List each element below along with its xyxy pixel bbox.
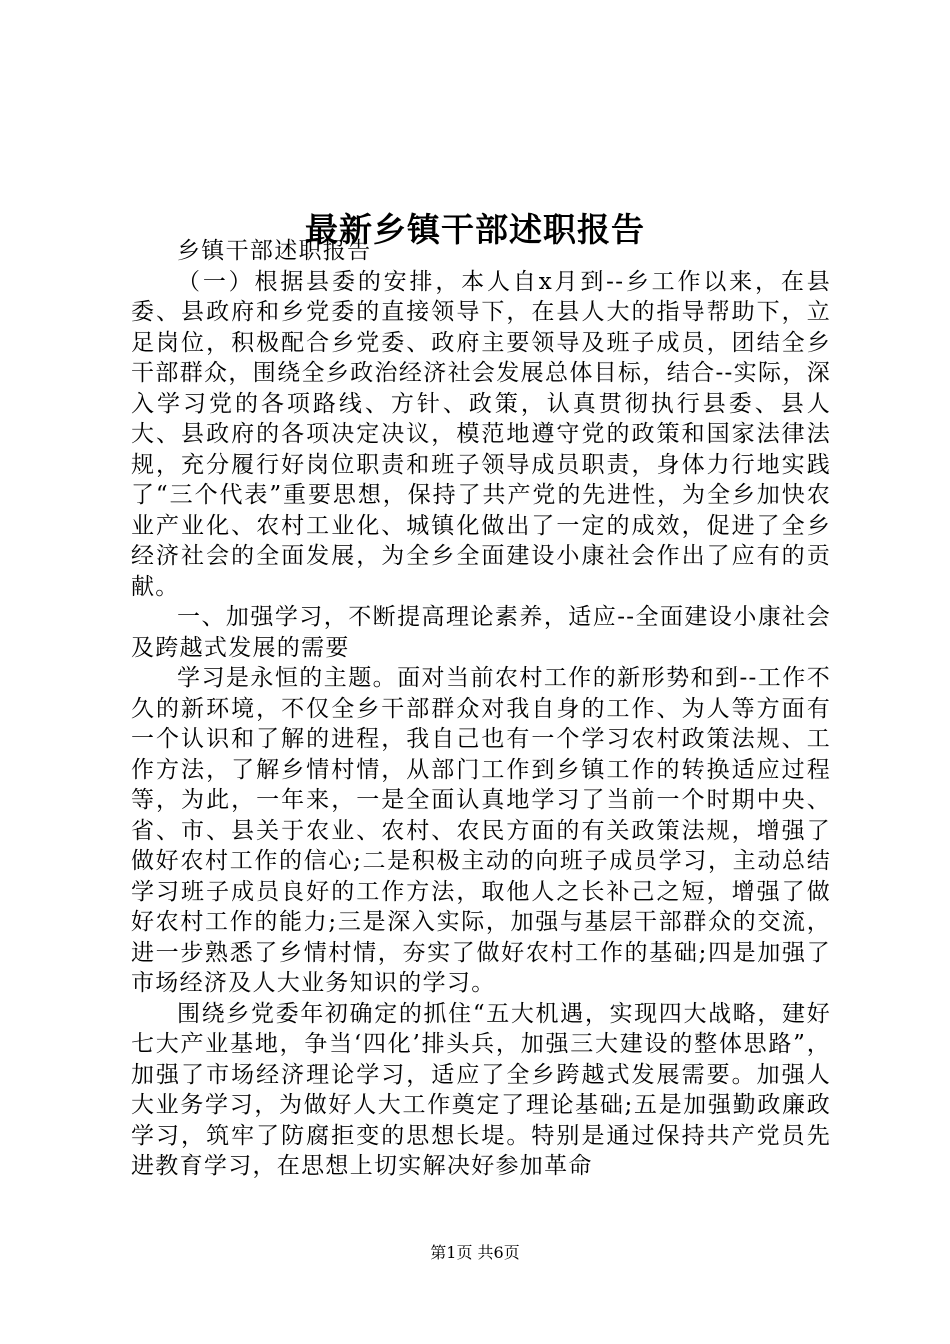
page-title: 最新乡镇干部述职报告 xyxy=(305,210,645,250)
page-footer: 第1页 共6页 xyxy=(430,1243,520,1262)
document-body xyxy=(131,236,831,1182)
paragraph-section-heading: 一、加强学习，不断提高理论素养，适应--全面建设小康社会及跨越式发展的需要 xyxy=(131,604,831,661)
paragraph-intro: （一）根据县委的安排，本人自x月到--乡工作以来，在县委、县政府和乡党委的直接领导下，在县人大的指导帮助下，立足岗位，积极配合乡党委、政府主要领导及班子成员，团结全乡干部群众，围绕全乡政治经济社会发展总体目标，结合--实际，深入学习党的各项路线、方针、政策，认真贯彻执行县委、县人大、县政府的各项决定决议，模范地遵守党的政策和国家法律法规，充分履行好岗位职责和班子领导成员职责，身体力行地实践了“三个代表”重要思想，保持了共产党的先进性，为全乡加快农业产业化、农村工业化、城镇化做出了一定的成效，促进了全乡经济社会的全面发展，为全乡全面建设小康社会作出了应有的贡献。 xyxy=(131,268,831,600)
paragraph-study: 学习是永恒的主题。面对当前农村工作的新形势和到--工作不久的新环境，不仅全乡干部群众对我自身的工作、为人等方面有一个认识和了解的进程，我自己也有一个学习农村政策法规、工作方法，了解乡情村情，从部门工作到乡镇工作的转换适应过程等，为此，一年来，一是全面认真地学习了当前一个时期中央、省、市、县关于农业、农村、农民方面的有关政策法规，增强了做好农村工作的信心;二是积极主动的向班子成员学习，主动总结学习班子成员良好的工作方法，取他人之长补己之短，增强了做好农村工作的能力;三是深入实际，加强与基层干部群众的交流，进一步熟悉了乡情村情，夯实了做好农村工作的基础;四是加强了市场经济及人大业务知识的学习。 xyxy=(131,665,831,996)
paragraph-strategy: 围绕乡党委年初确定的抓住“五大机遇，实现四大战略，建好七大产业基地，争当‘四化’排头兵，加强三大建设的整体思路”，加强了市场经济理论学习，适应了全乡跨越式发展需要。加强人大业务学习，为做好人大工作奠定了理论基础;五是加强勤政廉政学习，筑牢了防腐拒变的思想长堤。特别是通过保持共产党员先进教育学习，在思想上切实解决好参加革命 xyxy=(131,1000,831,1179)
paragraph-subtitle: 乡镇干部述职报告 xyxy=(177,238,372,264)
